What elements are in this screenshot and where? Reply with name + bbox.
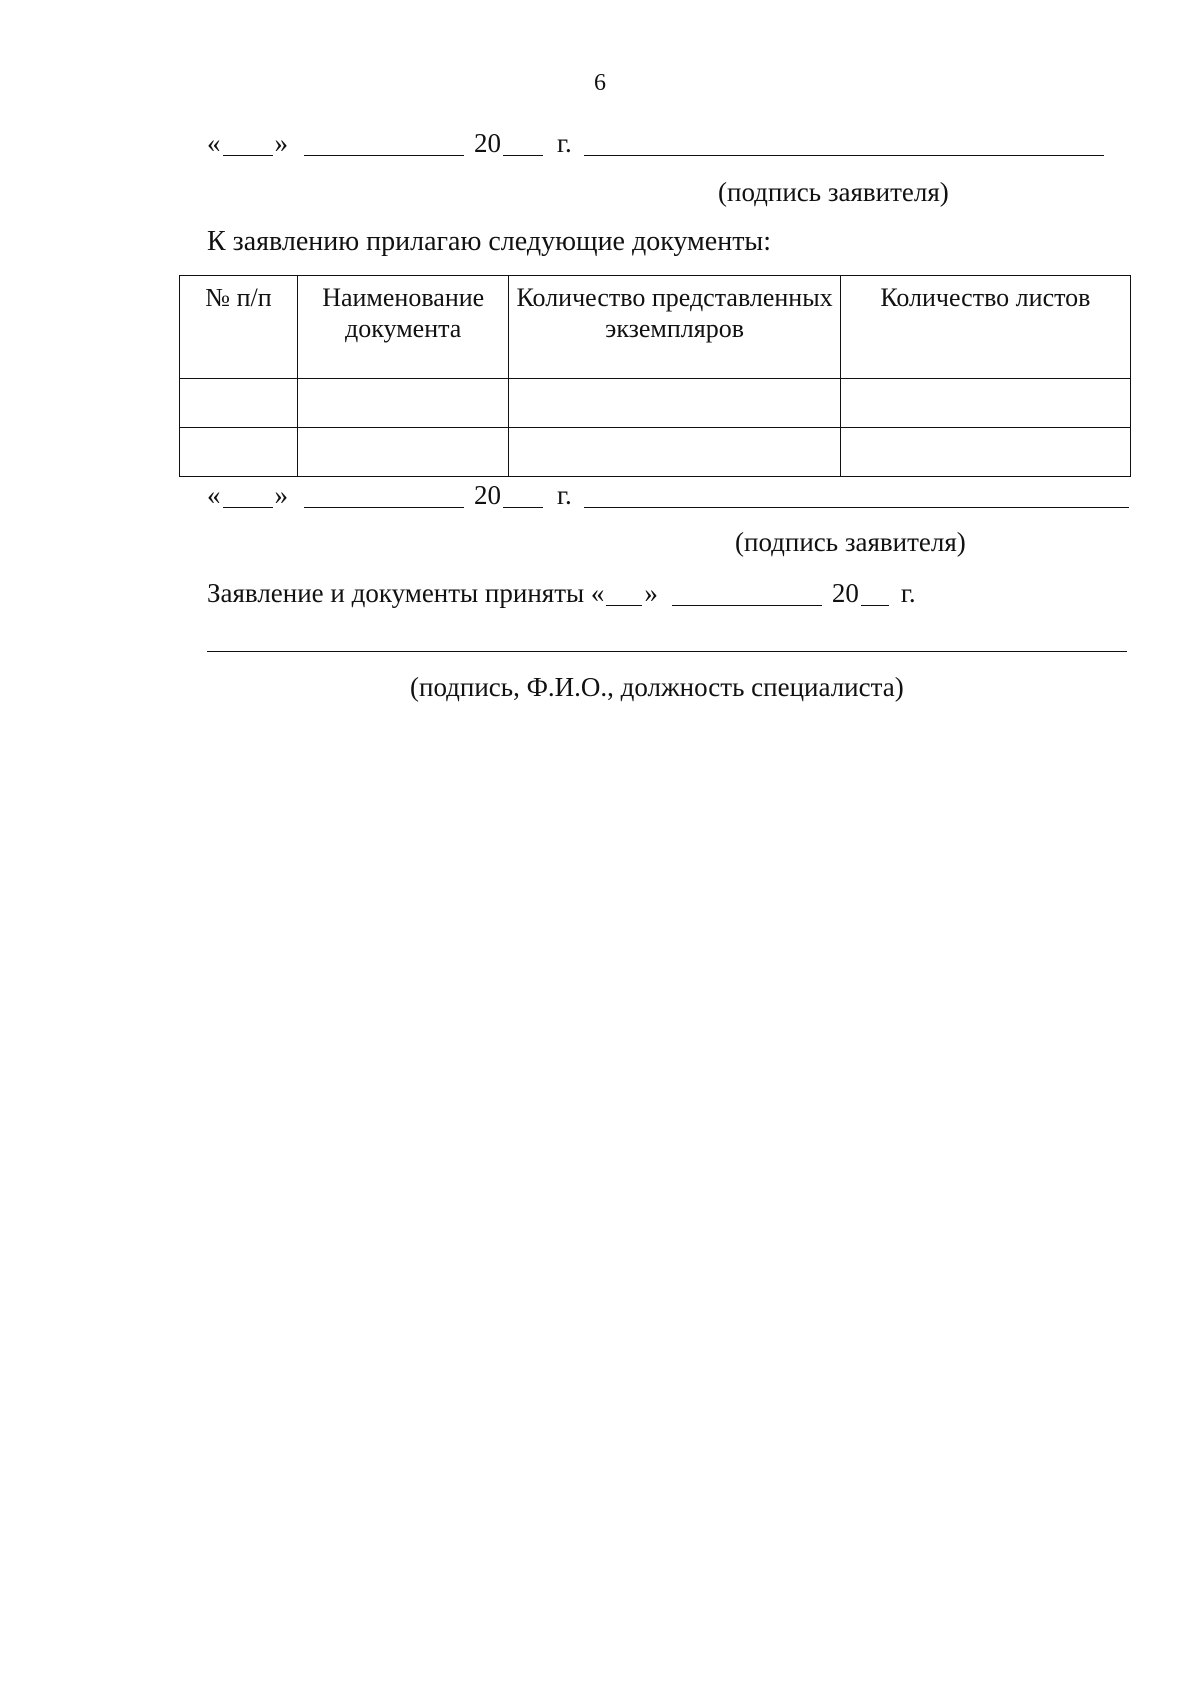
month-blank[interactable] xyxy=(304,506,464,508)
attachments-intro: К заявлению прилагаю следующие документы: xyxy=(207,226,772,257)
day-blank[interactable] xyxy=(223,154,273,156)
accepted-quote-close: » xyxy=(644,578,658,608)
accepted-day-blank[interactable] xyxy=(606,604,642,606)
cell-sheets-count[interactable] xyxy=(840,379,1130,428)
date-quote-open: « xyxy=(207,480,221,510)
year-blank[interactable] xyxy=(503,154,543,156)
year-century: 20 xyxy=(474,480,501,510)
date-line-1 xyxy=(207,128,1106,159)
header-number: № п/п xyxy=(180,276,298,379)
applicant-signature-blank[interactable] xyxy=(584,506,1129,508)
signature-caption-2: (подпись заявителя) xyxy=(735,527,966,557)
accepted-year-suffix: г. xyxy=(900,578,916,608)
month-blank[interactable] xyxy=(304,154,464,156)
day-blank[interactable] xyxy=(223,506,273,508)
table-row xyxy=(180,379,1131,428)
cell-copies-count[interactable] xyxy=(509,379,840,428)
accepted-year-blank[interactable] xyxy=(861,604,889,606)
cell-document-name[interactable] xyxy=(297,379,508,428)
attachments-table xyxy=(179,275,1131,477)
specialist-caption: (подпись, Ф.И.О., должность специалиста) xyxy=(410,672,904,702)
accepted-text: Заявление и документы приняты « xyxy=(207,578,605,608)
specialist-signature-blank[interactable] xyxy=(207,650,1127,652)
cell-number[interactable] xyxy=(180,379,298,428)
header-sheets-count: Количество листов xyxy=(840,276,1130,379)
page-number: 6 xyxy=(594,70,606,96)
applicant-signature-blank[interactable] xyxy=(584,154,1104,156)
signature-caption-1: (подпись заявителя) xyxy=(718,177,949,207)
accepted-month-blank[interactable] xyxy=(672,604,822,606)
header-document-name: Наименование документа xyxy=(297,276,508,379)
date-quote-close: » xyxy=(274,480,288,510)
cell-copies-count[interactable] xyxy=(509,428,840,477)
year-suffix: г. xyxy=(557,480,572,510)
date-quote-open: « xyxy=(207,128,221,158)
accepted-year-century: 20 xyxy=(831,578,859,608)
accepted-line xyxy=(207,578,916,609)
header-copies-count: Количество представленных экземпляров xyxy=(509,276,840,379)
year-suffix: г. xyxy=(557,128,572,158)
cell-sheets-count[interactable] xyxy=(840,428,1130,477)
table-header-row xyxy=(180,276,1131,379)
cell-document-name[interactable] xyxy=(297,428,508,477)
table-row xyxy=(180,428,1131,477)
year-century: 20 xyxy=(474,128,501,158)
year-blank[interactable] xyxy=(503,506,543,508)
cell-number[interactable] xyxy=(180,428,298,477)
date-quote-close: » xyxy=(274,128,288,158)
date-line-2 xyxy=(207,480,1131,511)
